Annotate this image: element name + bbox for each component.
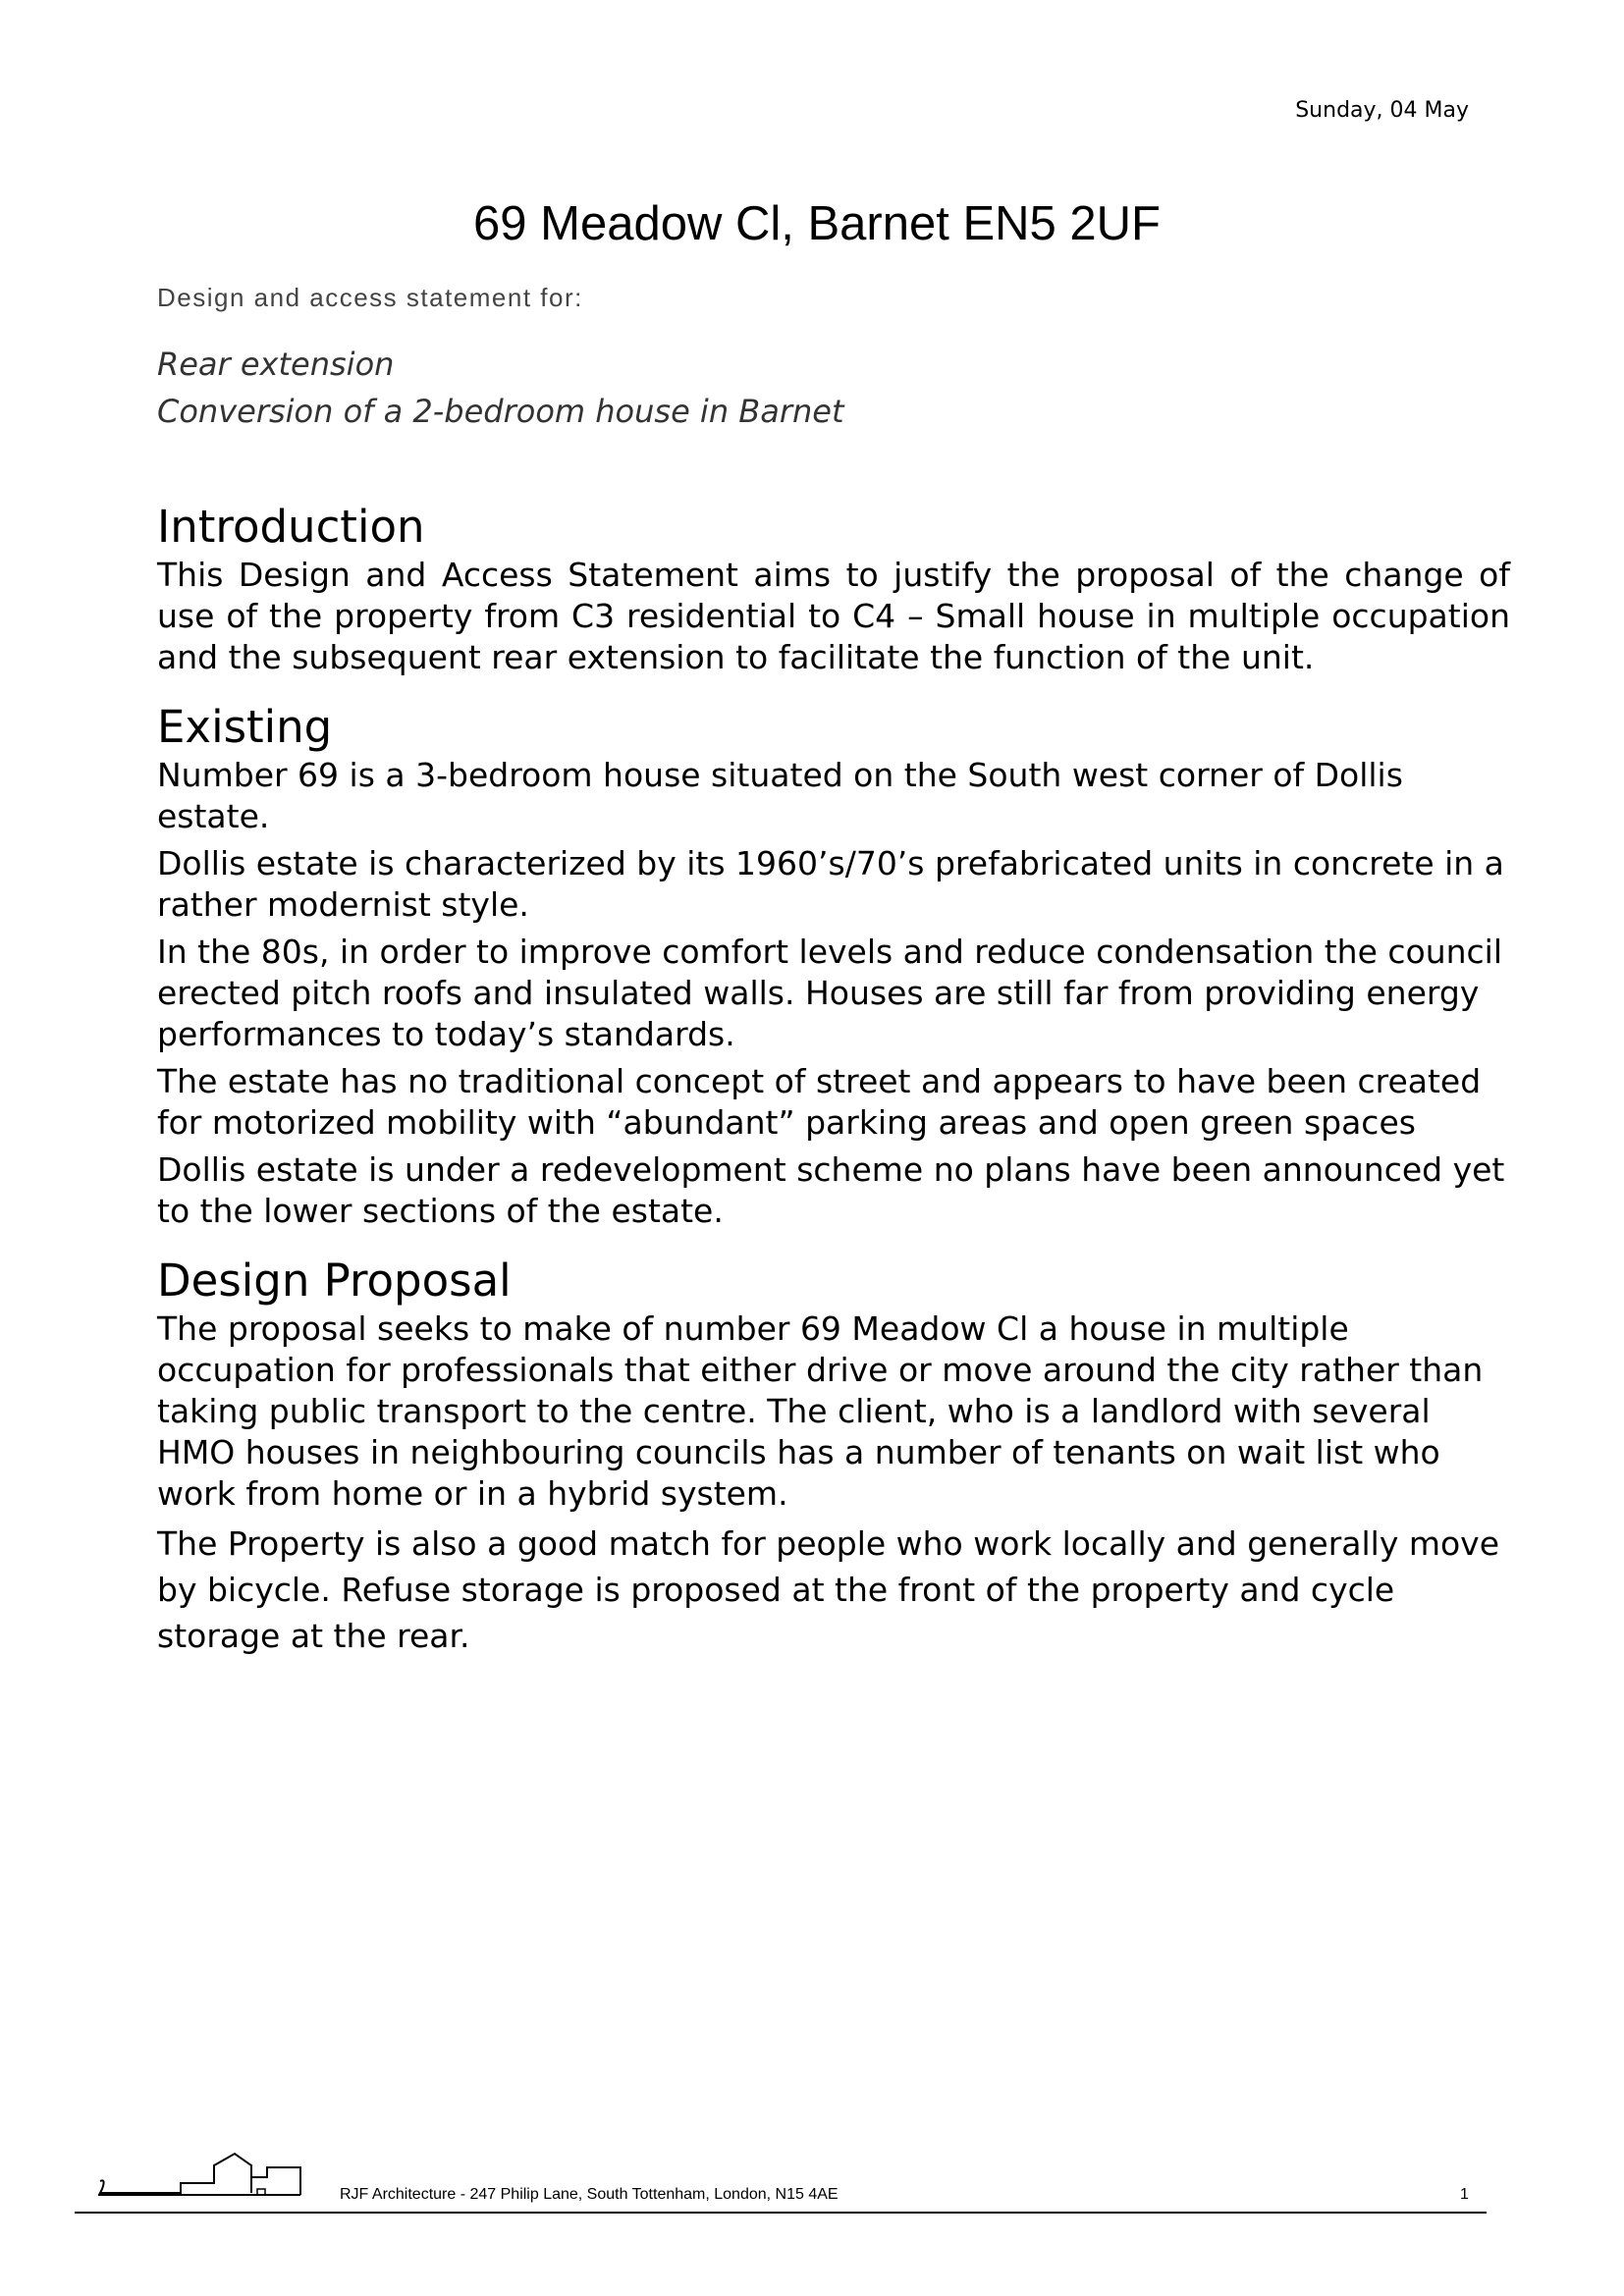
project-line-1: Rear extension bbox=[157, 346, 395, 383]
rjf-logo-icon bbox=[94, 2152, 304, 2213]
existing-paragraph-1: Number 69 is a 3-bedroom house situated on the South west corner of Dollis estate. bbox=[157, 756, 1403, 835]
existing-paragraph-5: Dollis estate is under a redevelopment scheme no plans have been announced yet to the lower sections of the estate. bbox=[157, 1150, 1505, 1230]
document-body bbox=[157, 283, 1510, 1665]
section-heading-design-proposal: Design Proposal bbox=[157, 1255, 512, 1307]
existing-paragraph-2: Dollis estate is characterized by its 1960’s/70’s prefabricated units in concrete in a rather modernist style. bbox=[157, 844, 1504, 924]
introduction-paragraph-1: This Design and Access Statement aims to justify the proposal of the change of use of the property from C3 residential to C4 – Small house in multiple occupation and the subsequent rear extension to facilitate the function of the unit. bbox=[157, 556, 1510, 676]
design-paragraph-1: The proposal seeks to make of number 69 Meadow Cl a house in multiple occupation for professionals that either drive or move around the city rather than taking public transport to the centre. The client, who is a landlord with several HMO houses in neighbouring councils has a number of tenants on wait list who work from home or in a hybrid system. bbox=[157, 1309, 1484, 1513]
existing-paragraph-3: In the 80s, in order to improve comfort levels and reduce condensation the council erected pitch roofs and insulated walls. Houses are still far from providing energy performances to today’s standards. bbox=[157, 933, 1503, 1053]
page-number: 1 bbox=[1460, 2186, 1469, 2203]
existing-paragraph-4: The estate has no traditional concept of street and appears to have been created for motorized mobility with “abundant” parking areas and open green spaces bbox=[157, 1062, 1482, 1142]
header-date: Sunday, 04 May bbox=[1295, 98, 1469, 123]
section-heading-introduction: Introduction bbox=[157, 501, 425, 553]
design-paragraph-2: The Property is also a good match for people who work locally and generally move by bicycle. Refuse storage is proposed at the front of the property and cycle storage at the rear. bbox=[157, 1524, 1500, 1655]
footer-address: RJF Architecture - 247 Philip Lane, South Tottenham, London, N15 4AE bbox=[340, 2186, 839, 2203]
document-title: 69 Meadow Cl, Barnet EN5 2UF bbox=[473, 197, 1161, 250]
project-line-2: Conversion of a 2-bedroom house in Barnet bbox=[157, 393, 844, 430]
section-heading-existing: Existing bbox=[157, 701, 333, 753]
document-subtitle: Design and access statement for: bbox=[157, 283, 583, 312]
footer-divider bbox=[75, 2212, 1487, 2214]
